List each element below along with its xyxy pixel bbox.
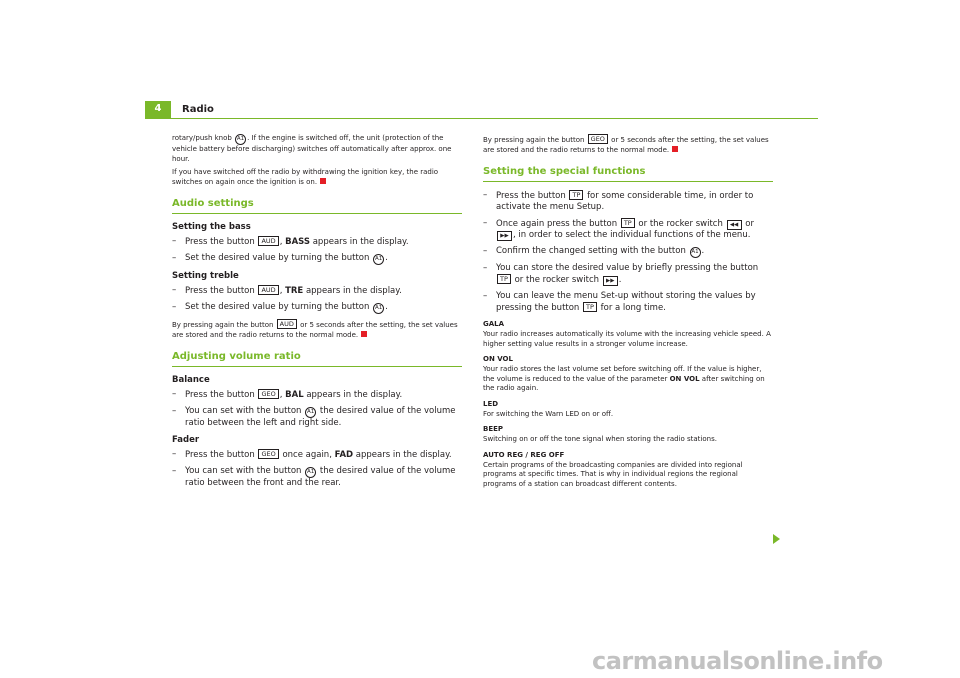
geo-key-icon: GEO <box>258 389 278 399</box>
heading-volume-ratio: Adjusting volume ratio <box>172 350 462 367</box>
step-treble-1: – Press the button AUD , TRE appears in the display. <box>172 285 402 296</box>
tp-key-icon: TP <box>621 218 635 228</box>
gala-text: Your radio increases automatically its volume with the increasing vehicle speed. A higher setting value results in a stronger volume increase. <box>483 330 771 348</box>
geo-key-icon: GEO <box>258 449 278 459</box>
header-rule <box>145 118 818 119</box>
step-fader-1: – Press the button GEO once again, FAD appears in the display. <box>172 449 452 460</box>
heading-beep: BEEP <box>483 425 504 433</box>
subheading-balance: Balance <box>172 375 210 385</box>
step-special-1: – Press the button TP for some considerable time, in order to activate the menu Setup. <box>483 190 754 212</box>
aud-key-icon: AUD <box>277 319 297 329</box>
audio-note: By pressing again the button AUD or 5 seconds after the setting, the set values are stored and the radio returns to the normal mode. <box>172 320 458 339</box>
watermark: carmanualsonline.info <box>592 647 883 675</box>
knob-a1-icon: A1 <box>235 134 246 145</box>
geo-key-icon: GEO <box>588 134 608 144</box>
knob-a1-icon: A1 <box>373 303 384 314</box>
subheading-treble: Setting treble <box>172 271 239 281</box>
rocker-left-icon: ◀◀ <box>727 220 742 230</box>
auto-reg-text: Certain programs of the broadcasting companies are divided into regional programs at specific times. That is why in individual regions the regional programs of a station can broadcast different contents. <box>483 460 743 488</box>
chapter-title: Radio <box>182 104 214 115</box>
tp-key-icon: TP <box>583 302 597 312</box>
tp-key-icon: TP <box>569 190 583 200</box>
knob-a1-icon: A1 <box>690 247 701 258</box>
page-number: 4 <box>154 103 162 114</box>
knob-a1-icon: A1 <box>305 407 316 418</box>
step-fader-2: – You can set with the button A1 the desired value of the volume ratio between the front and the rear. <box>172 466 456 488</box>
subheading-fader: Fader <box>172 435 200 445</box>
heading-on-vol: ON VOL <box>483 355 513 363</box>
subheading-bass: Setting the bass <box>172 222 251 232</box>
intro-paragraph-2: If you have switched off the radio by withdrawing the ignition key, the radio switches on again once the ignition is on. <box>172 168 439 186</box>
step-bass-2: – Set the desired value by turning the button A1 . <box>172 253 388 263</box>
rocker-right-icon: ▶▶ <box>497 231 512 241</box>
heading-special-functions: Setting the special functions <box>483 165 773 182</box>
heading-auto-reg: AUTO REG / REG OFF <box>483 450 565 459</box>
step-special-4: – You can store the desired value by briefly pressing the button TP or the rocker switch ▶▶ . <box>483 263 759 285</box>
tp-key-icon: TP <box>497 274 511 284</box>
aud-key-icon: AUD <box>258 236 278 246</box>
intro-paragraph: rotary/push knob A1 . If the engine is switched off, the unit (protection of the vehicle battery before discharging) switches off automatically after approx. one hour. <box>172 134 452 163</box>
step-special-3: – Confirm the changed setting with the button A1 . <box>483 246 705 256</box>
section-end-icon <box>672 146 678 152</box>
heading-gala: GALA <box>483 320 505 328</box>
section-end-icon <box>361 331 367 337</box>
step-bass-1: – Press the button AUD , BASS appears in the display. <box>172 236 409 247</box>
heading-led: LED <box>483 399 499 408</box>
led-text: For switching the Warn LED on or off. <box>483 409 614 418</box>
knob-a1-icon: A1 <box>305 467 316 478</box>
heading-audio-settings: Audio settings <box>172 197 462 214</box>
step-special-2: – Once again press the button TP or the rocker switch ◀◀ or ▶▶ , in order to select the individual functions of the menu. <box>483 218 754 240</box>
rocker-right-icon: ▶▶ <box>603 276 618 286</box>
step-balance-1: – Press the button GEO , BAL appears in the display. <box>172 389 403 400</box>
beep-text: Switching on or off the tone signal when storing the radio stations. <box>483 435 717 443</box>
right-column <box>483 134 773 493</box>
step-balance-2: – You can set with the button A1 the desired value of the volume ratio between the left and right side. <box>172 406 456 428</box>
on-vol-text: Your radio stores the last volume set before switching off. If the value is higher, the volume is reduced to the value of the parameter ON VOL after switching on the radio again. <box>483 365 765 392</box>
left-column <box>172 134 462 494</box>
next-page-arrow-icon <box>773 534 780 544</box>
aud-key-icon: AUD <box>258 285 278 295</box>
section-end-icon <box>320 178 326 184</box>
knob-a1-icon: A1 <box>373 254 384 265</box>
right-intro: By pressing again the button GEO or 5 seconds after the setting, the set values are stored and the radio returns to the normal mode. <box>483 135 769 154</box>
step-special-5: – You can leave the menu Set-up without storing the values by pressing the button TP for a long time. <box>483 291 756 313</box>
step-treble-2: – Set the desired value by turning the button A1 . <box>172 302 388 312</box>
